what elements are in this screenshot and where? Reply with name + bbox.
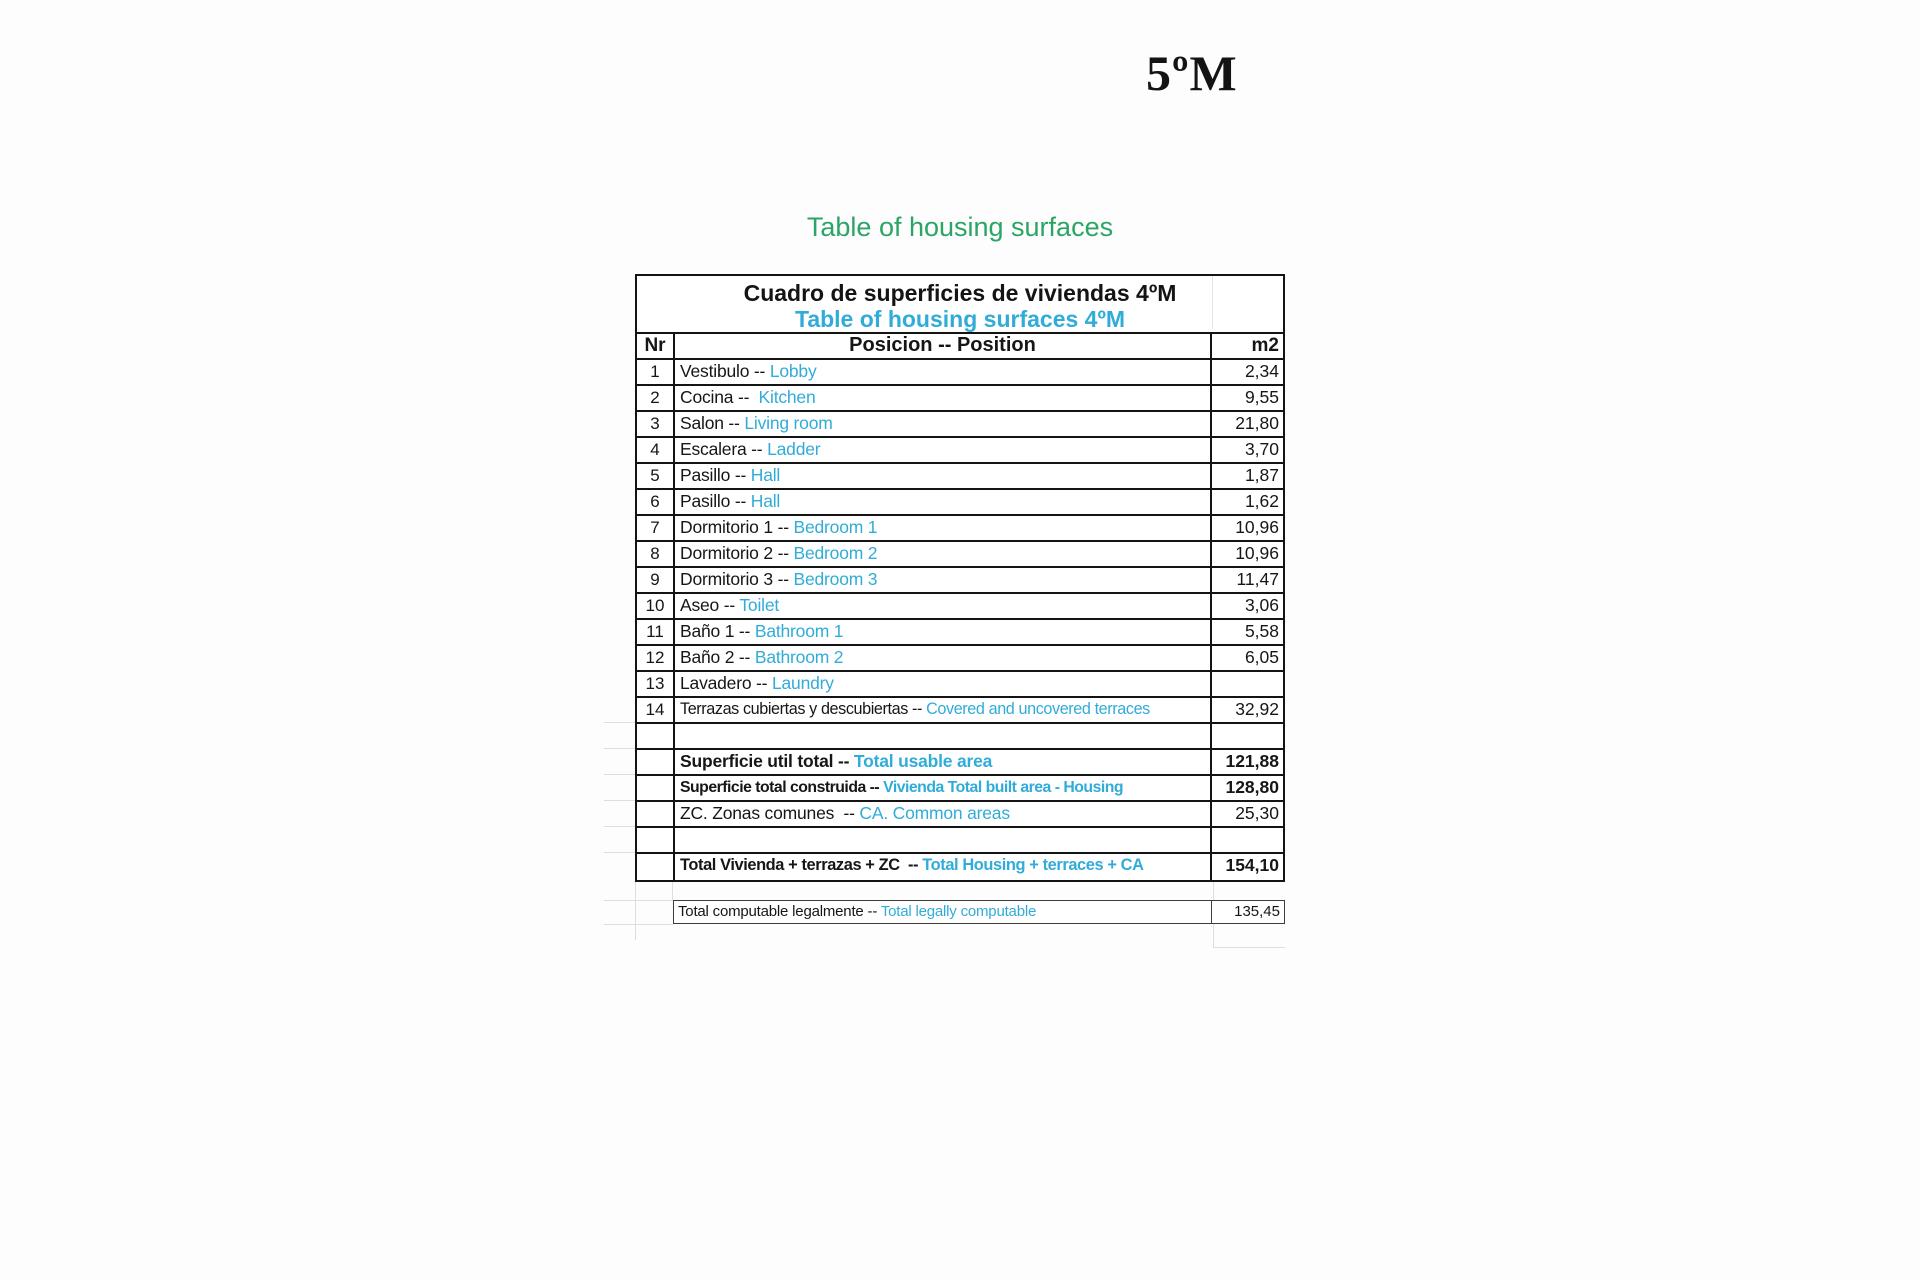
row-number: 5 [637,464,675,488]
position-sep: -- [746,439,768,459]
row-position [675,776,1210,800]
position-sep: -- [772,569,794,589]
position-sep: -- [723,413,745,433]
row-position [675,542,1210,566]
position-en: Living room [744,413,833,433]
column-header-nr: Nr [637,334,675,358]
position-en: Bedroom 1 [793,517,878,537]
table-row [637,698,1283,724]
row-position [675,854,1210,880]
row-m2: 154,10 [1210,854,1283,880]
spacer-row [637,828,1283,854]
position-es: Dormitorio 2 [680,543,773,563]
position-en: Hall [750,465,781,485]
faint-gridline [604,722,635,723]
row-number [637,802,675,826]
row-number: 7 [637,516,675,540]
table-row [637,438,1283,464]
faint-gridline [672,882,673,900]
position-sep: -- [749,361,770,381]
row-number: 1 [637,360,675,384]
row-m2: 10,96 [1210,542,1283,566]
position-sep: -- [833,751,854,771]
position-es: Terrazas cubiertas y descubiertas [680,700,908,718]
row-number [637,854,675,880]
row-number: 2 [637,386,675,410]
header-row [637,334,1283,360]
faint-gridline [635,882,636,940]
position-en: Covered and uncovered terraces [926,700,1150,718]
summary-row-grand-total [637,854,1283,880]
position-es: Dormitorio 3 [680,569,773,589]
position-sep: -- [863,903,881,920]
position-sep: -- [733,387,759,407]
position-en: Laundry [771,673,834,693]
table-title-block [637,276,1283,334]
row-position [675,386,1210,410]
position-sep: -- [719,595,740,615]
position-es: Vestibulo [680,361,750,381]
row-number: 8 [637,542,675,566]
position-en: Bedroom 3 [793,569,878,589]
table-row [637,412,1283,438]
row-m2: 135,45 [1211,901,1284,923]
position-sep: -- [734,621,755,641]
row-number [637,750,675,774]
row-number [637,828,675,852]
position-sep: -- [834,803,860,823]
position-es: Baño 2 [680,647,735,667]
table-row [637,386,1283,412]
row-m2: 121,88 [1210,750,1283,774]
table-row [637,620,1283,646]
row-m2: 11,47 [1210,568,1283,592]
column-header-position: Posicion -- Position [849,334,1036,356]
row-position [675,490,1210,514]
summary-row-usable-area [637,750,1283,776]
position-en: Hall [750,491,781,511]
spacer-row [637,724,1283,750]
faint-gridline [604,900,673,901]
row-m2: 6,05 [1210,646,1283,670]
row-number: 4 [637,438,675,462]
position-en: Kitchen [758,387,816,407]
table-title-es: Cuadro de superficies de viviendas 4ºM [743,280,1177,306]
position-en: CA. Common areas [859,803,1010,823]
faint-gridline [604,748,635,749]
row-number: 6 [637,490,675,514]
row-m2 [1210,724,1283,748]
row-m2: 25,30 [1210,802,1283,826]
table-row [637,568,1283,594]
row-m2 [1210,672,1283,696]
legal-total-row [673,900,1285,924]
row-number: 9 [637,568,675,592]
position-sep: -- [899,856,923,874]
section-heading: Table of housing surfaces [806,212,1114,242]
row-number: 10 [637,594,675,618]
position-en: Ladder [767,439,821,459]
faint-gridline [1213,924,1214,948]
row-number: 12 [637,646,675,670]
position-es: Cocina [680,387,734,407]
summary-row-built-area [637,776,1283,802]
row-position [675,802,1210,826]
row-position [675,672,1210,696]
position-es: Pasillo [680,465,731,485]
row-position [674,901,1211,923]
position-sep: -- [730,491,751,511]
page-title: 5ºM [1146,45,1238,101]
row-position [675,646,1210,670]
position-en: Toilet [739,595,780,615]
faint-gridline [1213,882,1214,900]
position-sep: -- [772,517,794,537]
position-es: ZC. Zonas comunes [680,803,835,823]
position-en: Total usable area [853,751,993,771]
position-sep: -- [772,543,794,563]
position-es: Salon [680,413,724,433]
table-title-en: Table of housing surfaces 4ºM [794,306,1126,332]
position-sep: -- [907,700,927,718]
row-position [675,412,1210,436]
position-es: Lavadero [680,673,752,693]
position-sep: -- [730,465,751,485]
row-number [637,776,675,800]
summary-row-common-areas [637,802,1283,828]
faint-gridline [604,852,635,853]
position-sep: -- [734,647,755,667]
faint-gridline [1213,947,1285,948]
position-en: Bathroom 2 [754,647,844,667]
row-position [675,594,1210,618]
position-es: Pasillo [680,491,731,511]
row-position [675,698,1210,722]
row-position [675,568,1210,592]
row-position [675,750,1210,774]
row-m2 [1210,828,1283,852]
row-m2: 9,55 [1210,386,1283,410]
position-es: Dormitorio 1 [680,517,773,537]
row-position [675,360,1210,384]
row-position [675,724,1210,748]
position-es: Total Vivienda + terrazas + ZC [680,856,900,874]
position-en: Vivienda Total built area - Housing [883,779,1124,796]
position-es: Escalera [680,439,747,459]
table-row [637,672,1283,698]
position-en: Total Housing + terraces + CA [922,856,1144,874]
table-row [637,542,1283,568]
row-number [637,724,675,748]
position-es: Aseo [680,595,720,615]
row-m2: 3,70 [1210,438,1283,462]
row-m2: 21,80 [1210,412,1283,436]
column-header-m2: m2 [1210,334,1283,358]
position-en: Bedroom 2 [793,543,878,563]
faint-gridline [604,826,635,827]
row-m2: 1,62 [1210,490,1283,514]
surface-table [635,274,1285,882]
row-m2: 32,92 [1210,698,1283,722]
row-m2: 3,06 [1210,594,1283,618]
row-m2: 1,87 [1210,464,1283,488]
position-es: Superficie total construida [680,779,866,796]
row-number: 14 [637,698,675,722]
position-en: Lobby [769,361,817,381]
position-sep: -- [865,779,884,796]
position-es: Baño 1 [680,621,735,641]
position-es: Superficie util total [680,751,834,771]
faint-gridline [604,924,673,925]
row-m2: 10,96 [1210,516,1283,540]
faint-gridline [604,800,635,801]
position-en: Bathroom 1 [754,621,844,641]
table-row [637,360,1283,386]
faint-gridline [604,774,635,775]
position-en: Total legally computable [880,903,1037,920]
table-row [637,594,1283,620]
row-number: 13 [637,672,675,696]
row-number: 3 [637,412,675,436]
table-row [637,464,1283,490]
row-m2: 128,80 [1210,776,1283,800]
table-row [637,490,1283,516]
table-row [637,516,1283,542]
row-number: 11 [637,620,675,644]
position-sep: -- [751,673,772,693]
row-m2: 2,34 [1210,360,1283,384]
row-position [675,516,1210,540]
row-position [675,828,1210,852]
row-position [675,464,1210,488]
row-position [675,438,1210,462]
position-es: Total computable legalmente [678,903,864,920]
table-row [637,646,1283,672]
row-position [675,620,1210,644]
row-m2: 5,58 [1210,620,1283,644]
